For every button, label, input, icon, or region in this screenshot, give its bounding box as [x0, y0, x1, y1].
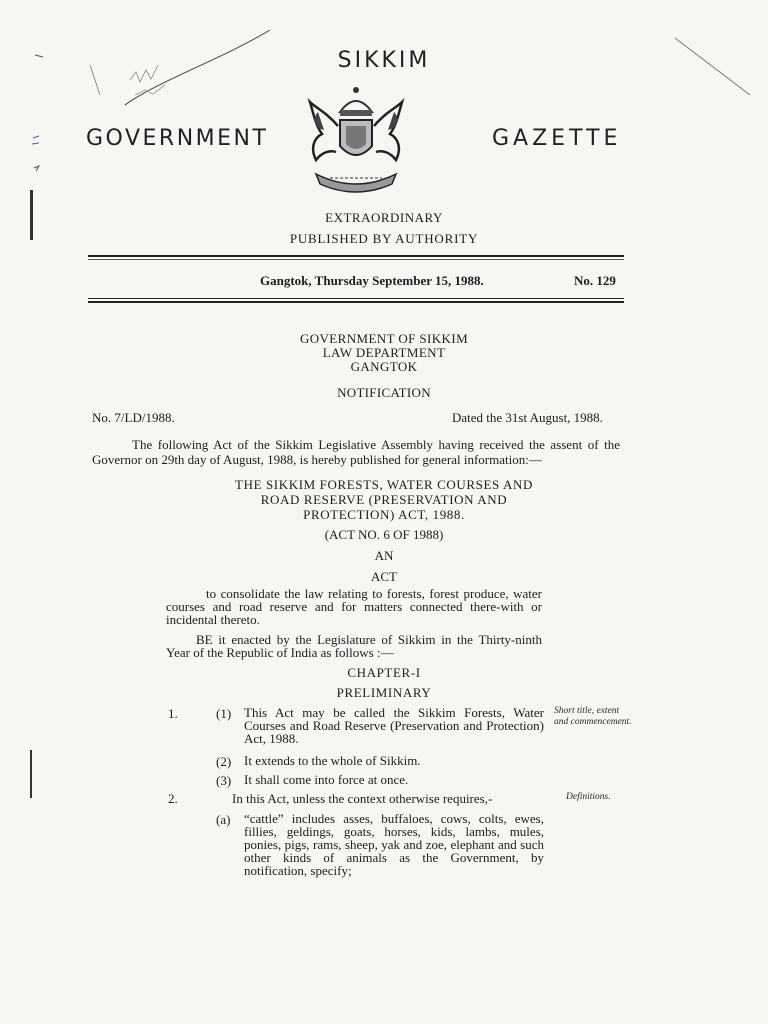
department-line: GOVERNMENT OF SIKKIM: [299, 331, 469, 346]
act-title-line: PROTECTION) ACT, 1988.: [303, 507, 465, 522]
clause-mark: (2): [216, 754, 232, 769]
chapter-heading: CHAPTER-I: [347, 665, 421, 680]
divider: [88, 298, 624, 299]
enacting-paragraph: BE it enacted by the Legislature of Sikkim in the Thirty-ninth Year of the Republic of India as follows :—: [166, 632, 542, 660]
act-title-line: THE SIKKIM FORESTS, WATER COURSES AND: [235, 477, 533, 492]
act-title-line: ROAD RESERVE (PRESERVATION AND: [260, 492, 508, 507]
masthead-right-word: GAZETTE: [492, 126, 622, 151]
section-number: 1.: [168, 706, 178, 721]
clause-text: It shall come into force at once.: [244, 772, 409, 787]
intro-paragraph: The following Act of the Sikkim Legislative Assembly having received the assent of the Governor on 29th day of August, 1988, is hereby published for general information:—: [92, 437, 620, 467]
notification-number: No. 7/LD/1988.: [92, 410, 175, 425]
department-block: [0, 332, 768, 374]
department-line: GANGTOK: [350, 359, 418, 374]
act-title: [0, 477, 768, 522]
clause-mark: (3): [216, 773, 232, 788]
notification-heading: NOTIFICATION: [337, 385, 431, 400]
divider: [88, 255, 624, 257]
notification-date: Dated the 31st August, 1988.: [452, 410, 603, 425]
clause-text: This Act may be called the Sikkim Forests, Water Courses and Road Reserve (Preservation and Protection) Act, 1988.: [244, 705, 544, 746]
masthead-left-word: GOVERNMENT: [86, 126, 269, 151]
margin-bar: [30, 750, 32, 798]
act-number: (ACT NO. 6 OF 1988): [324, 527, 444, 542]
preamble-paragraph: to consolidate the law relating to forests, forest produce, water courses and road reserve and for matters connected there-with or incidental thereto.: [166, 586, 542, 627]
department-line: LAW DEPARTMENT: [322, 345, 446, 360]
clause-text: It extends to the whole of Sikkim.: [244, 753, 421, 768]
divider: [88, 301, 624, 303]
published-by-authority: PUBLISHED BY AUTHORITY: [289, 231, 479, 246]
clause-mark: (1): [216, 706, 232, 721]
divider: [88, 259, 624, 260]
clause-text: “cattle” includes asses, buffaloes, cows, colts, ewes, fillies, geldings, goats, horses, kids, lambs, mules, ponies, pigs, rams, sheep, yak and zoe, elephant and such other kinds of animals as the Government, by notification, specify;: [244, 811, 544, 878]
clause-mark: (a): [216, 812, 231, 827]
act-label: ACT: [371, 569, 397, 584]
margin-note: Definitions.: [566, 792, 611, 802]
sikkim-coat-of-arms-icon: [296, 82, 416, 200]
section-number: 2.: [168, 791, 178, 806]
an-label: AN: [374, 548, 394, 563]
margin-note: Short title, extent and commencement.: [554, 706, 632, 727]
masthead-title: SIKKIM: [337, 48, 431, 73]
section-text: In this Act, unless the context otherwise requires,-: [232, 791, 493, 806]
extraordinary-label: EXTRAORDINARY: [325, 210, 443, 225]
dateline: Gangtok, Thursday September 15, 1988.: [260, 273, 484, 288]
issue-number: No. 129: [574, 273, 616, 288]
chapter-title: PRELIMINARY: [336, 685, 432, 700]
